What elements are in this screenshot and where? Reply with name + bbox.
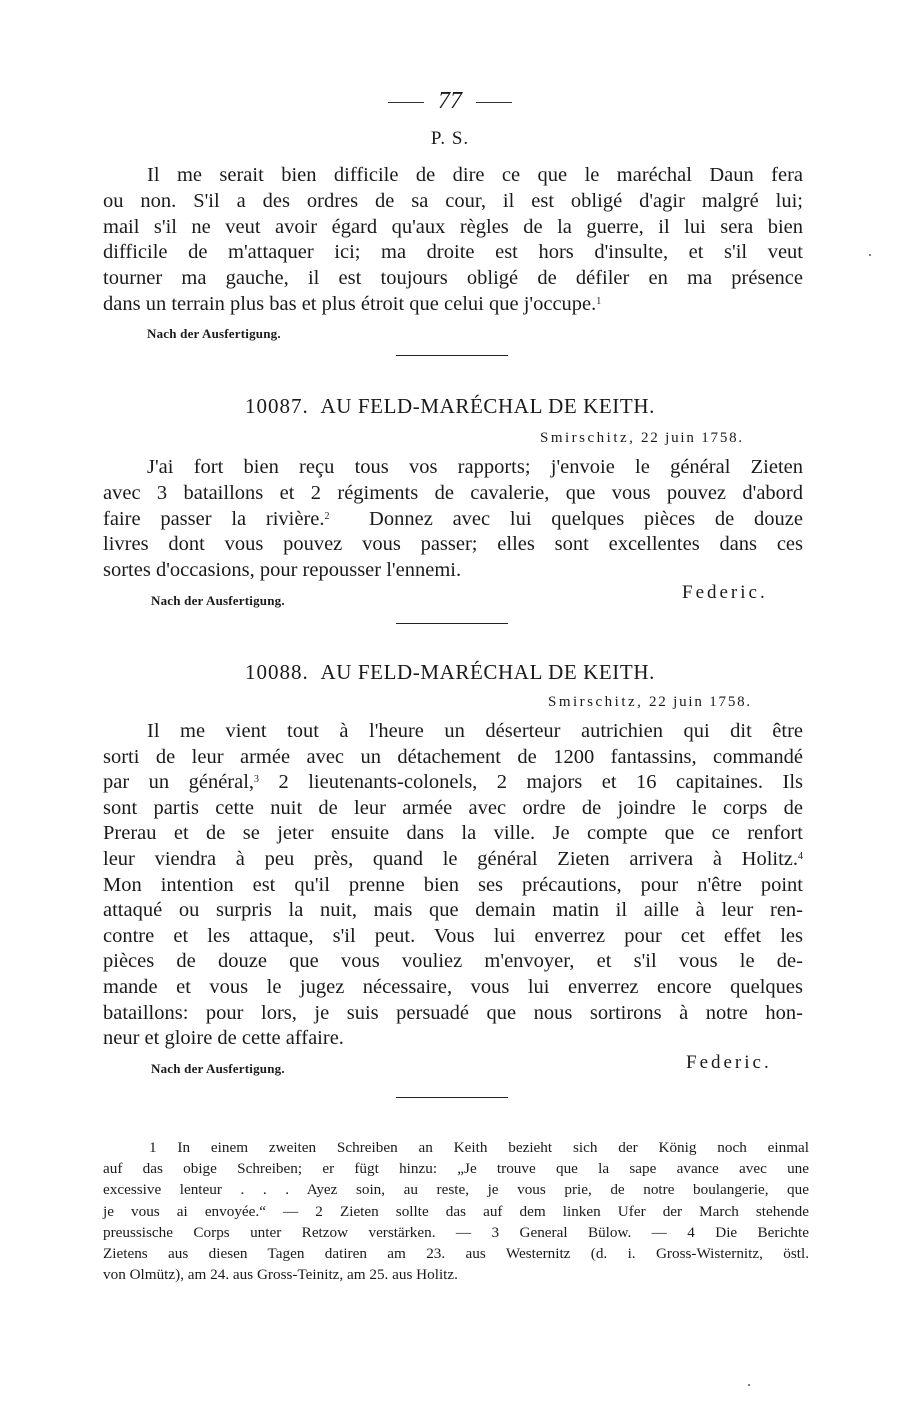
letter-date: 22 juin 1758.	[640, 430, 744, 446]
text-line: difficile de m'attaquer ici; ma droite est hors d'insulte, et s'il veut	[103, 241, 803, 264]
letter-body	[103, 455, 803, 584]
footnote-line: Zietens aus diesen Tagen datiren am 23. aus Westernitz (d. i. Gross-Wisternitz, östl.	[103, 1245, 809, 1263]
text-line: ou non. S'il a des ordres de sa cour, il est obligé d'agir malgré lui;	[103, 189, 803, 212]
text-line: tourner ma gauche, il est toujours obligé de défiler en ma présence	[103, 267, 803, 290]
text-line: pièces de douze que vous vouliez m'envoyer, et s'il vous le de-	[103, 950, 803, 973]
footnote-line: je vous ai envoyée.“ — 2 Zieten sollte das auf dem linken Ufer der March stehende	[103, 1202, 809, 1220]
text-run: dans un terrain plus bas et plus étroit que celui que j'occupe.	[103, 292, 597, 315]
letter-title: AU FELD-MARÉCHAL DE KEITH.	[320, 394, 655, 418]
postscript-body	[103, 163, 803, 318]
text-line: Il me serait bien difficile de dire ce que le maréchal Daun fera	[147, 164, 803, 186]
letter-date: 22 juin 1758.	[648, 694, 752, 710]
text-line	[103, 770, 803, 796]
text-line: sortes d'occasions, pour repousser l'ennemi.	[103, 559, 462, 582]
letter-heading	[0, 660, 900, 685]
text-line: sont partis cette nuit de leur armée avec ordre de joindre le corps de	[103, 796, 803, 819]
text-line: bataillons: pour lors, je suis persuadé que nous sortirons à notre hon-	[103, 1001, 803, 1024]
text-line: mande et vous le jugez nécessaire, vous lui enverrez encore quelques	[103, 975, 803, 998]
footnote-marker: 2	[324, 510, 330, 522]
paper-speck	[748, 1384, 750, 1386]
footnote-line: von Olmütz), am 24. aus Gross-Teinitz, am 25. aus Holitz.	[103, 1266, 458, 1284]
footnote-line: 1 In einem zweiten Schreiben an Keith bezieht sich der König noch einmal	[149, 1139, 809, 1156]
letter-place: Smirschitz,	[540, 430, 636, 446]
page-number-line	[0, 86, 900, 116]
source-note: Nach der Ausfertigung.	[151, 593, 285, 608]
letter-dateline	[548, 694, 752, 711]
text-run: faire passer la rivière.	[103, 507, 325, 530]
text-line	[103, 847, 803, 873]
section-divider	[396, 1097, 508, 1098]
text-line: Mon intention est qu'il prenne bien ses précautions, pour n'être point	[103, 873, 803, 896]
paper-speck	[869, 254, 871, 256]
footnote-marker: 1	[596, 295, 602, 307]
signature: Federic.	[686, 1052, 772, 1073]
footnote-line: auf das obige Schreiben; er fügt hinzu: „Je trouve que la sape avance avec une	[103, 1160, 809, 1178]
page-number: 77	[438, 88, 462, 114]
text-run: Donnez avec lui quelques pièces de douze	[369, 507, 803, 530]
footnote-marker: 3	[254, 774, 260, 786]
text-line	[103, 507, 803, 533]
text-run: 2 lieutenants-colonels, 2 majors et 16 capitaines. Ils	[278, 771, 804, 794]
postscript-heading: P. S.	[430, 128, 470, 149]
letter-place: Smirschitz,	[548, 694, 644, 710]
source-note: Nach der Ausfertigung.	[151, 1061, 285, 1076]
signature: Federic.	[682, 582, 768, 603]
text-line: J'ai fort bien reçu tous vos rapports; j'envoie le général Zieten	[147, 456, 803, 478]
section-divider	[396, 623, 508, 624]
text-line: sorti de leur armée avec un détachement de 1200 fantassins, commandé	[103, 745, 803, 768]
text-line	[103, 292, 803, 318]
dash-left	[388, 102, 424, 103]
text-run: par un général,	[103, 771, 255, 794]
letter-number: 10088.	[245, 660, 309, 684]
letter-dateline	[540, 430, 744, 447]
text-line: attaqué ou surpris la nuit, mais que demain matin il aille à leur ren-	[103, 899, 803, 922]
text-line: livres dont vous pouvez vous passer; elles sont excellentes dans ces	[103, 533, 803, 556]
letter-number: 10087.	[245, 394, 309, 418]
letter-body	[103, 719, 803, 1052]
letter-heading	[0, 394, 900, 419]
source-note: Nach der Ausfertigung.	[147, 326, 281, 341]
text-run: leur viendra à peu près, quand le général Zieten arrivera à Holitz.	[103, 847, 798, 870]
text-line: neur et gloire de cette affaire.	[103, 1027, 344, 1050]
footnotes	[103, 1137, 809, 1285]
letter-title: AU FELD-MARÉCHAL DE KEITH.	[320, 660, 655, 684]
section-divider	[396, 355, 508, 356]
footnote-line: excessive lenteur . . . Ayez soin, au reste, je vous prie, de notre boulangerie, que	[103, 1181, 809, 1199]
text-line: Prerau et de se jeter ensuite dans la ville. Je compte que ce renfort	[103, 822, 803, 845]
text-line: contre et les attaque, s'il peut. Vous lui enverrez pour cet effet les	[103, 924, 803, 947]
text-line: mail s'il ne veut avoir égard qu'aux règles de la guerre, il lui sera bien	[103, 215, 803, 238]
footnote-marker: 4	[798, 850, 803, 862]
text-line: Il me vient tout à l'heure un déserteur autrichien qui dit être	[147, 720, 803, 742]
text-line: avec 3 bataillons et 2 régiments de cavalerie, que vous pouvez d'abord	[103, 481, 803, 504]
dash-right	[476, 102, 512, 103]
footnote-line: preussische Corps unter Retzow verstärken. — 3 General Bülow. — 4 Die Berichte	[103, 1223, 809, 1241]
